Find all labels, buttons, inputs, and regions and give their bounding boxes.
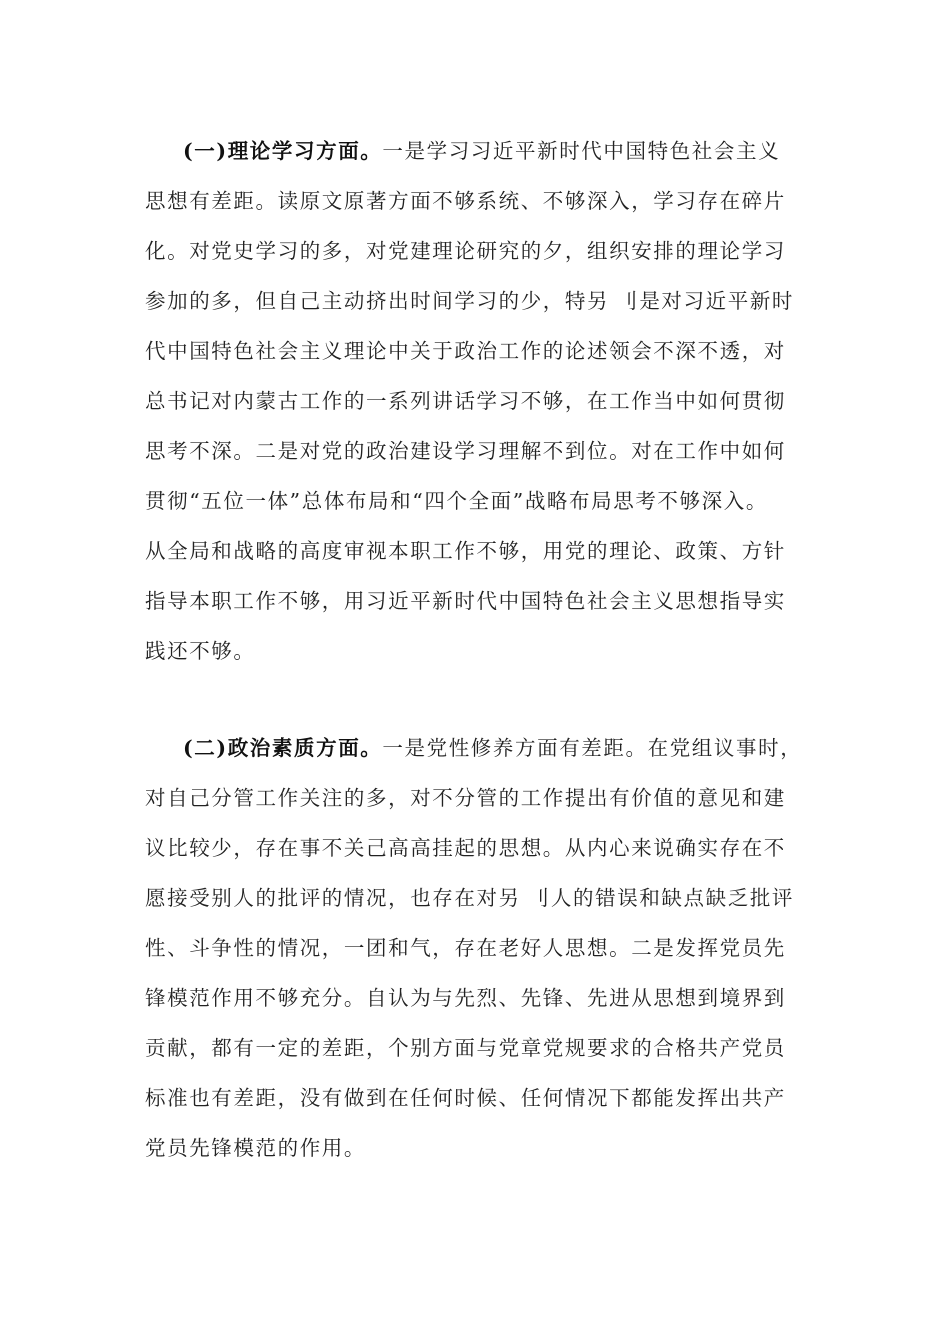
paragraph-line: 思想有差距。读原文原著方面不够系统、不够深入，学习存在碎片 [145, 189, 786, 213]
paragraph-line: 贡献，都有一定的差距，个别方面与党章党规要求的合格共产党员 [145, 1036, 786, 1060]
paragraph-line: (二)政治素质方面。一是党性修养方面有差距。在党组议事时， [183, 736, 803, 760]
paragraph-line: 代中国特色社会主义理论中关于政治工作的论述领会不深不透，对 [145, 339, 786, 363]
paragraph-line: 议比较少，存在事不关己高高挂起的思想。从内心来说确实存在不 [145, 836, 786, 860]
paragraph-line: 对自己分管工作关注的多，对不分管的工作提出有价值的意见和建 [145, 786, 786, 810]
paragraph-line: 践还不够。 [145, 639, 256, 663]
section-heading: (一)理论学习方面。 [183, 139, 383, 163]
paragraph-line: 总书记对内蒙古工作的一系列讲话学习不够，在工作当中如何贯彻 [145, 389, 786, 413]
paragraph-line: 从全局和战略的高度审视本职工作不够，用党的理论、政策、方针 [145, 539, 786, 563]
paragraph-line: 贯彻“五位一体”总体布局和“四个全面”战略布局思考不够深入。 [145, 489, 768, 513]
paragraph-political-quality [145, 723, 825, 1173]
paragraph-line: 标准也有差距，没有做到在任何时候、任何情况下都能发挥出共产 [145, 1086, 786, 1110]
paragraph-line: 党员先锋模范的作用。 [145, 1136, 366, 1160]
section-heading: (二)政治素质方面。 [183, 736, 383, 760]
paragraph-line: 参加的多，但自己主动挤出时间学习的少，特另 刂是对习近平新时 [145, 289, 795, 313]
paragraph-line: 思考不深。二是对党的政治建设学习理解不到位。对在工作中如何 [145, 439, 786, 463]
paragraph-line: 性、斗争性的情况，一团和气，存在老好人思想。二是发挥党员先 [145, 936, 786, 960]
paragraph-line: 化。对党史学习的多，对党建理论研究的夕，组织安排的理论学习 [145, 239, 786, 263]
paragraph-line: 锋模范作用不够充分。自认为与先烈、先锋、先进从思想到境界到 [145, 986, 786, 1010]
paragraph-line: 愿接受别人的批评的情况，也存在对另 刂人的错误和缺点缺乏批评 [145, 886, 795, 910]
paragraph-line: 指导本职工作不够，用习近平新时代中国特色社会主义思想指导实 [145, 589, 786, 613]
paragraph-line: (一)理论学习方面。一是学习习近平新时代中国特色社会主义 [183, 139, 781, 163]
paragraph-theory-study [145, 126, 825, 676]
